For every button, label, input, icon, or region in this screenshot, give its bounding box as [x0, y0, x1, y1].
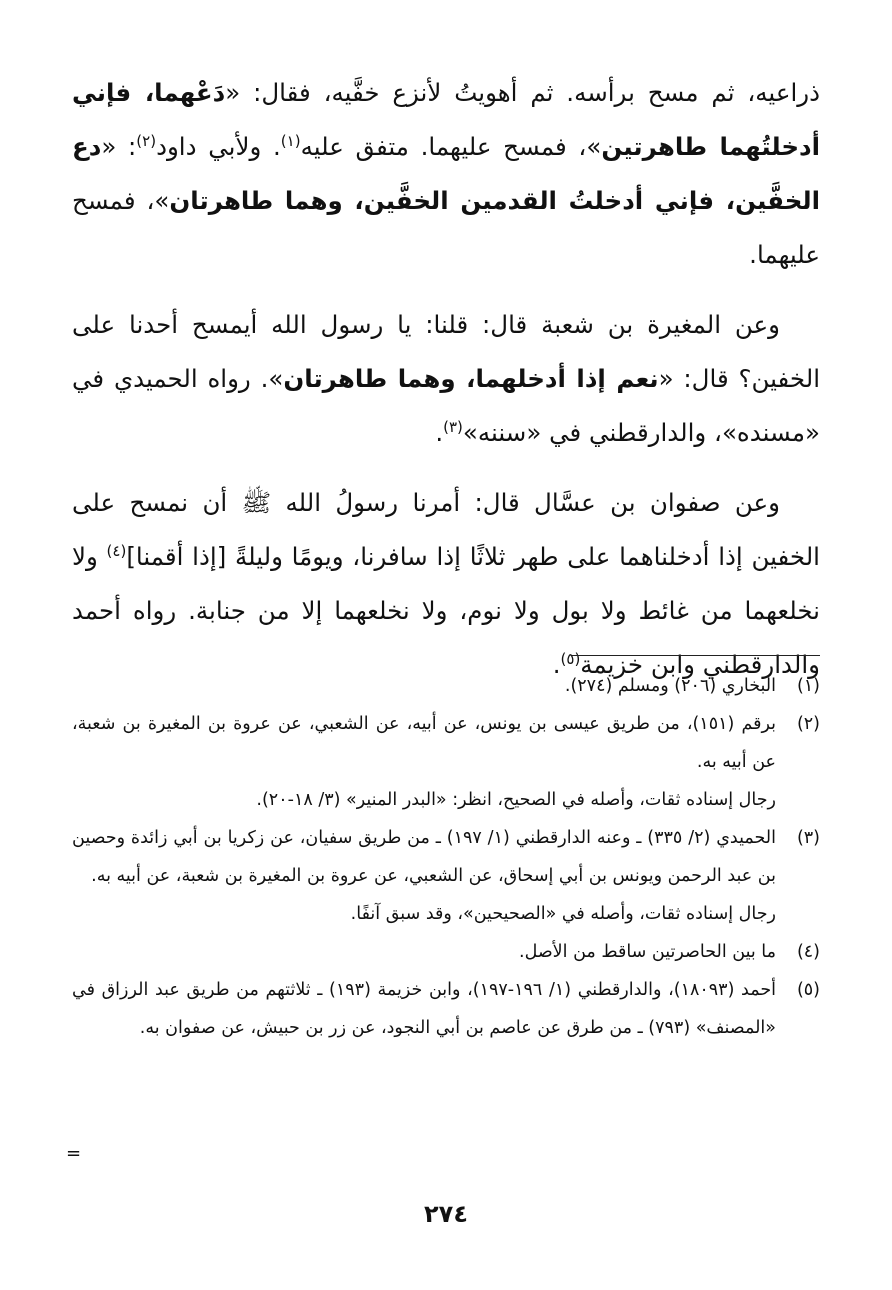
footnote-body	[72, 667, 776, 705]
text-run: وعن صفوان بن عسَّال قال: أمرنا رسولُ الله ﷺ أن نمسح على الخفين إذا أدخلناهما على طهر ثلاثًا إذا سافرنا، ويومًا وليلةً [إذا أقمنا]	[72, 488, 820, 571]
footnote-line: برقم (١٥١)، من طريق عيسى بن يونس، عن أبيه، عن الشعبي، عن عروة بن المغيرة بن شعبة، عن أبيه به.	[72, 714, 776, 772]
text-run: وعن المغيرة بن شعبة قال: قلنا: يا رسول الله أيمسح أحدنا على الخفين؟ قال: «	[72, 310, 820, 393]
footnote-ref[interactable]: (٢)	[136, 132, 157, 150]
text-run: »، فمسح عليهما. متفق عليه	[300, 132, 602, 161]
page-number: ٢٧٤	[424, 1200, 468, 1228]
hadith-quote: دع الخفَّين، فإني أدخلتُ القدمين الخفَّين، وهما طاهرتان	[72, 132, 821, 215]
footnote-line: البخاري (٢٠٦) ومسلم (٢٧٤).	[564, 676, 776, 696]
footnote-number: (٣)	[796, 828, 820, 848]
footnote-line: ما بين الحاصرتين ساقط من الأصل.	[519, 942, 776, 962]
footnote-body	[72, 819, 776, 933]
footnote-ref[interactable]: (٤)	[106, 542, 127, 560]
footnote-3	[72, 819, 820, 933]
footnote-ref[interactable]: (١)	[280, 132, 301, 150]
footnote-line: رجال إسناده ثقات، وأصله في «الصحيحين»، وقد سبق آنفًا.	[350, 904, 776, 924]
footnote-line: الحميدي (٢/ ٣٣٥) ـ وعنه الدارقطني (١/ ١٩٧) ـ من طريق سفيان، عن زكريا بن أبي زائدة وحصين بن عبد الرحمن ويونس بن أبي إسحاق، عن الشعبي، عن عروة بن المغيرة بن شعبة، عن أبيه به.	[72, 828, 776, 886]
footnote-body	[72, 933, 776, 971]
footnote-4	[72, 933, 820, 971]
footnote-number: (٢)	[796, 714, 820, 734]
footnote-2	[72, 705, 820, 819]
text-run: ولا نخلعهما من غائط ولا بول ولا نوم، ولا نخلعهما إلا من جنابة. رواه أحمد والدارقطني وابن خزيمة	[72, 542, 820, 679]
hadith-quote: دَعْهما، فإني أدخلتُهما طاهرتين	[72, 78, 820, 161]
footnote-divider	[572, 655, 820, 656]
footnote-body	[72, 705, 776, 819]
text-run: .	[435, 418, 444, 447]
footnote-1	[72, 667, 820, 705]
text-run: ذراعيه، ثم مسح برأسه. ثم أهويتُ لأنزع خفَّيه، فقال: «	[225, 78, 820, 107]
text-run: .	[552, 650, 561, 679]
footnotes	[72, 667, 820, 1047]
text-run: : «	[101, 132, 137, 161]
footnote-line: رجال إسناده ثقات، وأصله في الصحيح، انظر: «البدر المنير» (٣/ ١٨-٢٠).	[256, 790, 776, 810]
hadith-quote: نعم إذا أدخلهما، وهما طاهرتان	[283, 364, 659, 393]
continuation-mark: =	[66, 1143, 82, 1164]
paragraph-3	[72, 476, 820, 692]
paragraph-1	[72, 66, 820, 282]
footnote-ref[interactable]: (٣)	[443, 418, 463, 436]
footnote-line: أحمد (١٨٠٩٣)، والدارقطني (١/ ١٩٦-١٩٧)، وابن خزيمة (١٩٣) ـ ثلاثتهم من طريق عبد الرزاق في «المصنف» (٧٩٣) ـ من طرق عن عاصم بن أبي النجود، عن زر بن حبيش، عن صفوان به.	[72, 980, 776, 1038]
footnote-5	[72, 971, 820, 1047]
footnote-ref[interactable]: (٥)	[560, 650, 581, 668]
text-run: ». رواه الحميدي في «مسنده»، والدارقطني في «سننه»	[72, 364, 820, 447]
footnote-number: (٥)	[796, 980, 820, 1000]
text-run: »، فمسح عليهما.	[72, 186, 820, 269]
text-run: . ولأبي داود	[156, 132, 281, 161]
paragraph-2	[72, 298, 820, 460]
footnote-number: (١)	[796, 676, 820, 696]
footnote-number: (٤)	[796, 942, 820, 962]
main-text	[72, 66, 820, 708]
footnote-body	[72, 971, 776, 1047]
